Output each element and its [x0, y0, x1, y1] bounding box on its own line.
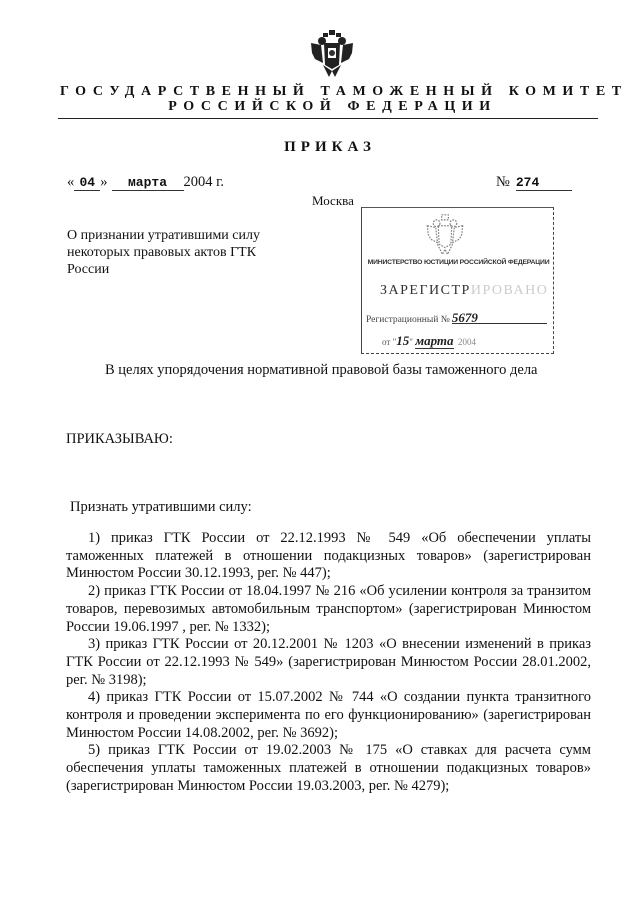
- date-month: марта: [112, 176, 184, 191]
- registration-stamp: [361, 207, 554, 354]
- stamp-registered-text: [380, 283, 548, 299]
- number-value: 274: [516, 176, 572, 191]
- stamp-coat-of-arms-icon: [425, 214, 465, 256]
- list-item: 4) приказ ГТК России от 15.07.2002 № 744 «О создании пункта транзитного контроля и проведении эксперимента по его функционированию» (зарегистрирован Минюстом России 14.08.2002, рег. № 3692);: [66, 689, 591, 741]
- revoked-acts-list: [66, 530, 591, 796]
- stamp-regno-label: Регистрационный №: [366, 315, 450, 325]
- organization-name-line1: ГОСУДАРСТВЕННЫЙ ТАМОЖЕННЫЙ КОМИТЕТ: [60, 84, 628, 99]
- list-item: 5) приказ ГТК России от 19.02.2003 № 175 «О ставках для расчета сумм обеспечения уплаты таможенных платежей в отношении подакцизных товаров» (зарегистрирован Минюстом России 19.03.2003, рег. № 4279);: [66, 742, 591, 794]
- stamp-date: от "15" марта 2004: [382, 333, 477, 348]
- stamp-registered-faded: ИРОВАНО: [470, 283, 549, 298]
- organization-name-line2: РОССИЙСКОЙ ФЕДЕРАЦИИ: [168, 99, 497, 114]
- document-subject: О признании утратившими силу некоторых правовых актов ГТК России: [67, 228, 260, 277]
- recognize-invalid-heading: Признать утратившими силу:: [70, 499, 252, 515]
- stamp-ministry-name: МИНИСТЕРСТВО ЮСТИЦИИ РОССИЙСКОЙ ФЕДЕРАЦИИ: [367, 259, 550, 266]
- preamble: В целях упорядочения нормативной правовой базы таможенного дела: [105, 362, 538, 378]
- stamp-date-prefix: от ": [382, 337, 397, 347]
- document-title: ПРИКАЗ: [284, 139, 376, 155]
- document-number: [496, 174, 572, 191]
- date-open-quote: «: [67, 174, 75, 190]
- stamp-regno-value: 5679: [452, 312, 547, 324]
- date-day: 04: [74, 176, 100, 191]
- list-item: 2) приказ ГТК России от 18.04.1997 № 216 «Об усилении контроля за транзитом товаров, перевозимых автомобильным транспортом» (зарегистрирован Минюстом России 19.06.1997 , рег. № 1332);: [66, 583, 591, 635]
- number-label: №: [496, 174, 510, 190]
- date-year: 2004 г.: [183, 174, 225, 190]
- stamp-registered-visible: ЗАРЕГИСТР: [380, 283, 471, 298]
- list-item: 3) приказ ГТК России от 20.12.2001 № 1203 «О внесении изменений в приказ ГТК России от 22.12.1993 № 549» (зарегистрирован Минюстом России 28.01.2002, рег. № 3198);: [66, 636, 591, 688]
- coat-of-arms-icon: [309, 29, 355, 79]
- stamp-date-month: марта: [415, 333, 454, 348]
- document-date: [67, 174, 224, 191]
- stamp-date-year: 2004: [458, 337, 477, 347]
- stamp-registration-number: [366, 312, 547, 325]
- header-divider: [58, 118, 598, 119]
- list-item: 1) приказ ГТК России от 22.12.1993 № 549 «Об обеспечении уплаты таможенных платежей в отношении подакцизных товаров» (зарегистрирован Минюстом России 30.12.1993, рег. № 447);: [66, 530, 591, 582]
- document-city: Москва: [312, 193, 354, 208]
- date-close-quote: »: [100, 174, 108, 190]
- order-verb: ПРИКАЗЫВАЮ:: [66, 431, 173, 447]
- stamp-date-day: 15: [396, 333, 410, 348]
